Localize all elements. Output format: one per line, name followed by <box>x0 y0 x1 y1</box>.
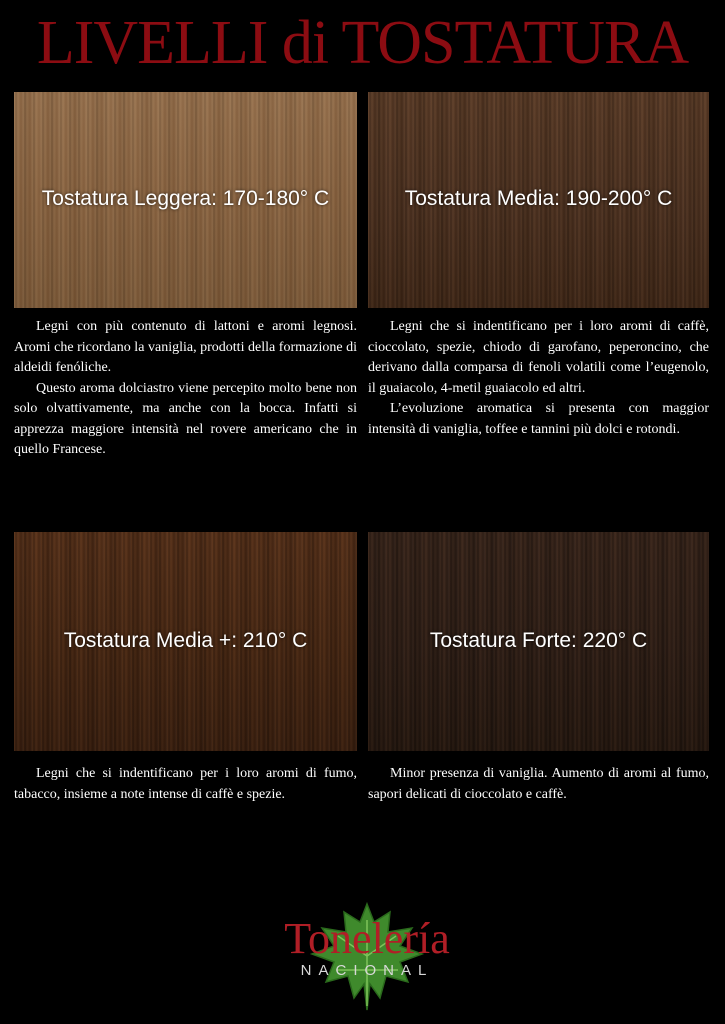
roast-caption-light: Tostatura Leggera: 170-180° C <box>41 186 330 210</box>
page-title: LIVELLI di TOSTATURA <box>36 9 689 77</box>
description-dark <box>368 764 709 805</box>
wood-sample-medium <box>368 92 709 308</box>
wood-sample-medium-plus <box>14 532 357 751</box>
paragraph: Legni che si indentificano per i loro aromi di caffè, cioccolato, spezie, chiodo di garofano, peperoncino, che derivano dalla comparsa di fenoli volatili come l’eugenolo, il guaiacolo, 4-metil guaiacolo ed altri. <box>368 319 709 396</box>
paragraph: Legni con più contenuto di lattoni e aromi legnosi. Aromi che ricordano la vaniglia, prodotti della formazione di aldeidi fenóliche. <box>14 319 357 375</box>
paragraph: Legni che si indentificano per i loro aromi di fumo, tabacco, insieme a note intense di caffè e spezie. <box>14 766 357 802</box>
roast-caption-dark: Tostatura Forte: 220° C <box>429 628 648 652</box>
roast-caption-medium-plus: Tostatura Media +: 210° C <box>63 628 308 652</box>
paragraph: Questo aroma dolciastro viene percepito molto bene non solo olvattivamente, ma anche con la bocca. Infatti si apprezza maggiore intensità nel rovere americano che in quello Francese. <box>14 380 357 457</box>
wood-sample-light <box>14 92 357 308</box>
description-light <box>14 317 357 461</box>
wood-sample-dark <box>368 532 709 751</box>
brand-logo <box>262 900 472 1012</box>
brand-name: Tonelería <box>284 914 450 963</box>
description-medium-plus <box>14 764 357 805</box>
paragraph: L’evoluzione aromatica si presenta con maggior intensità di vaniglia, toffee e tannini più dolci e rotondi. <box>368 401 709 437</box>
roast-caption-medium: Tostatura Media: 190-200° C <box>404 186 673 210</box>
brand-subtitle: NACIONAL <box>300 962 434 979</box>
description-medium <box>368 317 709 440</box>
paragraph: Minor presenza di vaniglia. Aumento di aromi al fumo, sapori delicati di cioccolato e caffè. <box>368 766 709 802</box>
